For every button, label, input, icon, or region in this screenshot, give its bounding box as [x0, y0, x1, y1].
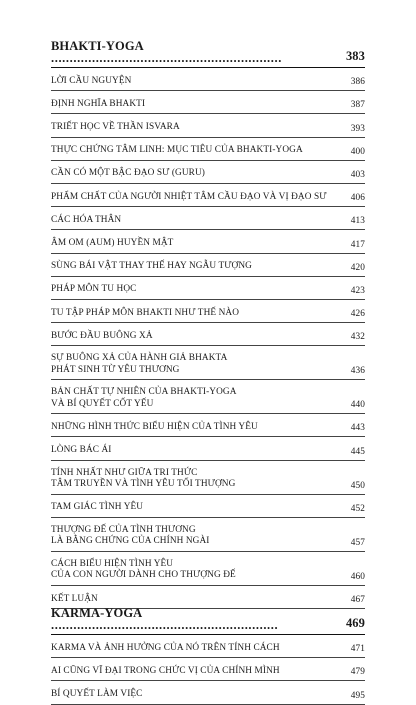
toc-section-row[interactable]: [51, 39, 365, 68]
entry-title-line: SÙNG BÁI VẬT THAY THẾ HAY NGẪU TƯỢNG: [51, 261, 252, 272]
entry-title-line: CÁCH BIỂU HIỆN TÌNH YÊU: [51, 558, 174, 569]
toc-entry-row[interactable]: [51, 346, 365, 380]
table-of-contents: [51, 39, 365, 705]
entry-title-line: KẾT LUẬN: [51, 593, 98, 604]
entry-page-number: 400: [350, 146, 365, 157]
toc-entry-row[interactable]: [51, 91, 365, 114]
entry-title-line: PHÁP MÔN TU HỌC: [51, 284, 137, 295]
toc-entry-row[interactable]: [51, 414, 365, 437]
toc-section-row[interactable]: [51, 606, 365, 635]
entry-title-line: TU TẬP PHÁP MÔN BHAKTI NHƯ THẾ NÀO: [51, 307, 240, 318]
entry-page-number: 413: [350, 216, 365, 227]
entry-title-line: BÍ QUYẾT LÀM VIỆC: [51, 689, 143, 700]
entry-title: [51, 284, 345, 299]
toc-entry-row[interactable]: [51, 161, 365, 184]
entry-title: [51, 122, 345, 137]
leader-dots: ..............................................................: [51, 50, 282, 65]
toc-entry-row[interactable]: [51, 658, 365, 681]
entry-title-line: CỦA CON NGƯỜI DÀNH CHO THƯỢNG ĐẾ: [51, 570, 236, 581]
entry-title-line: CÁC HÓA THÂN: [51, 214, 122, 225]
entry-page-number: 457: [350, 537, 365, 548]
entry-title: [51, 643, 345, 658]
toc-entry-row[interactable]: [51, 495, 365, 518]
toc-entry-row[interactable]: [51, 184, 365, 207]
entry-page-number: 440: [350, 400, 365, 411]
entry-title-line: AI CŨNG VĨ ĐẠI TRONG CHỨC VỊ CỦA CHÍNH MÌNH: [51, 665, 280, 676]
entry-title-line: VÀ BÍ QUYẾT CỐT YẾU: [51, 398, 154, 409]
entry-page-number: 403: [350, 169, 365, 180]
entry-title: [51, 192, 345, 207]
entry-page-number: 432: [350, 332, 365, 343]
toc-entry-row[interactable]: [51, 635, 365, 658]
toc-entry-row[interactable]: [51, 437, 365, 460]
entry-title-line: THỰC CHỨNG TÂM LINH: MỤC TIÊU CỦA BHAKTI-YOGA: [51, 145, 303, 156]
entry-page-number: 406: [350, 193, 365, 204]
entry-page-number: 436: [350, 366, 365, 377]
entry-title-line: KARMA VÀ ẢNH HƯỞNG CỦA NÓ TRÊN TÍNH CÁCH: [51, 642, 280, 653]
entry-title: [51, 261, 345, 276]
entry-title-line: ĐỊNH NGHĨA BHAKTI: [51, 98, 146, 109]
entry-title: [51, 215, 345, 230]
toc-entry-row[interactable]: [51, 380, 365, 414]
entry-title: [51, 468, 345, 494]
entry-page-number: 495: [350, 690, 365, 701]
entry-page-number: 445: [350, 446, 365, 457]
entry-title: [51, 666, 345, 681]
entry-page-number: 460: [350, 571, 365, 582]
entry-title: [51, 76, 345, 91]
toc-entry-row[interactable]: [51, 114, 365, 137]
entry-title-line: PHẨM CHẤT CỦA NGƯỜI NHIỆT TÂM CẦU ĐẠO VÀ VỊ ĐẠO SƯ: [51, 191, 327, 202]
entry-page-number: 386: [350, 77, 365, 88]
toc-entry-row[interactable]: [51, 323, 365, 346]
entry-page-number: 450: [350, 480, 365, 491]
entry-page-number: 423: [350, 285, 365, 296]
entry-page-number: 452: [350, 503, 365, 514]
entry-title: [51, 99, 345, 114]
toc-entry-row[interactable]: [51, 300, 365, 323]
entry-page-number: 417: [350, 239, 365, 250]
entry-title: [51, 308, 345, 323]
entry-page-number: 393: [350, 123, 365, 134]
entry-page-number: 420: [350, 262, 365, 273]
section-title: [51, 608, 340, 634]
toc-entry-row[interactable]: [51, 552, 365, 586]
entry-page-number: 479: [350, 667, 365, 678]
entry-title-line: THƯỢNG ĐẾ CỦA TÌNH THƯƠNG: [51, 524, 196, 535]
entry-title: [51, 145, 345, 160]
entry-title-line: BƯỚC ĐẦU BUÔNG XẢ: [51, 330, 153, 341]
entry-title-line: BẢN CHẤT TỰ NHIÊN CỦA BHAKTI-YOGA: [51, 387, 237, 398]
entry-title: [51, 238, 345, 253]
entry-title-line: CẦN CÓ MỘT BẬC ĐẠO SƯ (GURU): [51, 168, 205, 179]
entry-title: [51, 502, 345, 517]
entry-page-number: 467: [350, 595, 365, 605]
entry-title-line: TÂM TRUYỀN VÀ TÌNH YÊU TỐI THƯỢNG: [51, 479, 236, 490]
entry-title-line: TRIẾT HỌC VỀ THẦN ISVARA: [51, 122, 180, 133]
entry-title: [51, 422, 345, 437]
toc-entry-row[interactable]: [51, 254, 365, 277]
section-page-number: 383: [345, 49, 365, 63]
entry-title-line: LÒNG BÁC ÁI: [51, 445, 112, 456]
entry-title-line: TÍNH NHẤT NHƯ GIỮA TRI THỨC: [51, 467, 198, 478]
toc-entry-row[interactable]: [51, 138, 365, 161]
section-title-text: KARMA-YOGA: [51, 606, 143, 620]
entry-title: [51, 387, 345, 413]
toc-entry-row[interactable]: [51, 518, 365, 552]
toc-entry-row[interactable]: [51, 277, 365, 300]
entry-page-number: 426: [350, 309, 365, 320]
toc-entry-row[interactable]: [51, 207, 365, 230]
entry-title: [51, 525, 345, 551]
entry-title-line: LỜI CẦU NGUYỆN: [51, 75, 132, 86]
leader-dots: .............................................................: [51, 617, 279, 632]
section-title: [51, 41, 340, 67]
entry-title-line: LÀ BẰNG CHỨNG CỦA CHÍNH NGÀI: [51, 536, 210, 547]
entry-title: [51, 559, 345, 585]
entry-page-number: 471: [350, 644, 365, 655]
entry-title-line: TAM GIÁC TÌNH YÊU: [51, 502, 144, 513]
toc-entry-row[interactable]: [51, 230, 365, 253]
entry-title: [51, 689, 345, 704]
entry-title-line: SỰ BUÔNG XẢ CỦA HÀNH GIẢ BHAKTA: [51, 353, 228, 364]
entry-title-line: NHỮNG HÌNH THỨC BIỂU HIỆN CỦA TÌNH YÊU: [51, 421, 258, 432]
entry-title: [51, 168, 345, 183]
section-title-text: BHAKTI-YOGA: [51, 39, 144, 53]
toc-entry-row[interactable]: [51, 461, 365, 495]
entry-title: [51, 331, 345, 346]
toc-entry-row[interactable]: [51, 681, 365, 704]
entry-title: [51, 353, 345, 379]
toc-entry-row[interactable]: [51, 68, 365, 91]
section-page-number: 469: [345, 616, 365, 630]
entry-page-number: 387: [350, 100, 365, 111]
entry-title-line: ÂM OM (AUM) HUYỀN MẬT: [51, 238, 174, 248]
entry-title-line: PHÁT SINH TỪ YÊU THƯƠNG: [51, 364, 180, 375]
entry-title: [51, 445, 345, 460]
entry-page-number: 443: [350, 423, 365, 434]
